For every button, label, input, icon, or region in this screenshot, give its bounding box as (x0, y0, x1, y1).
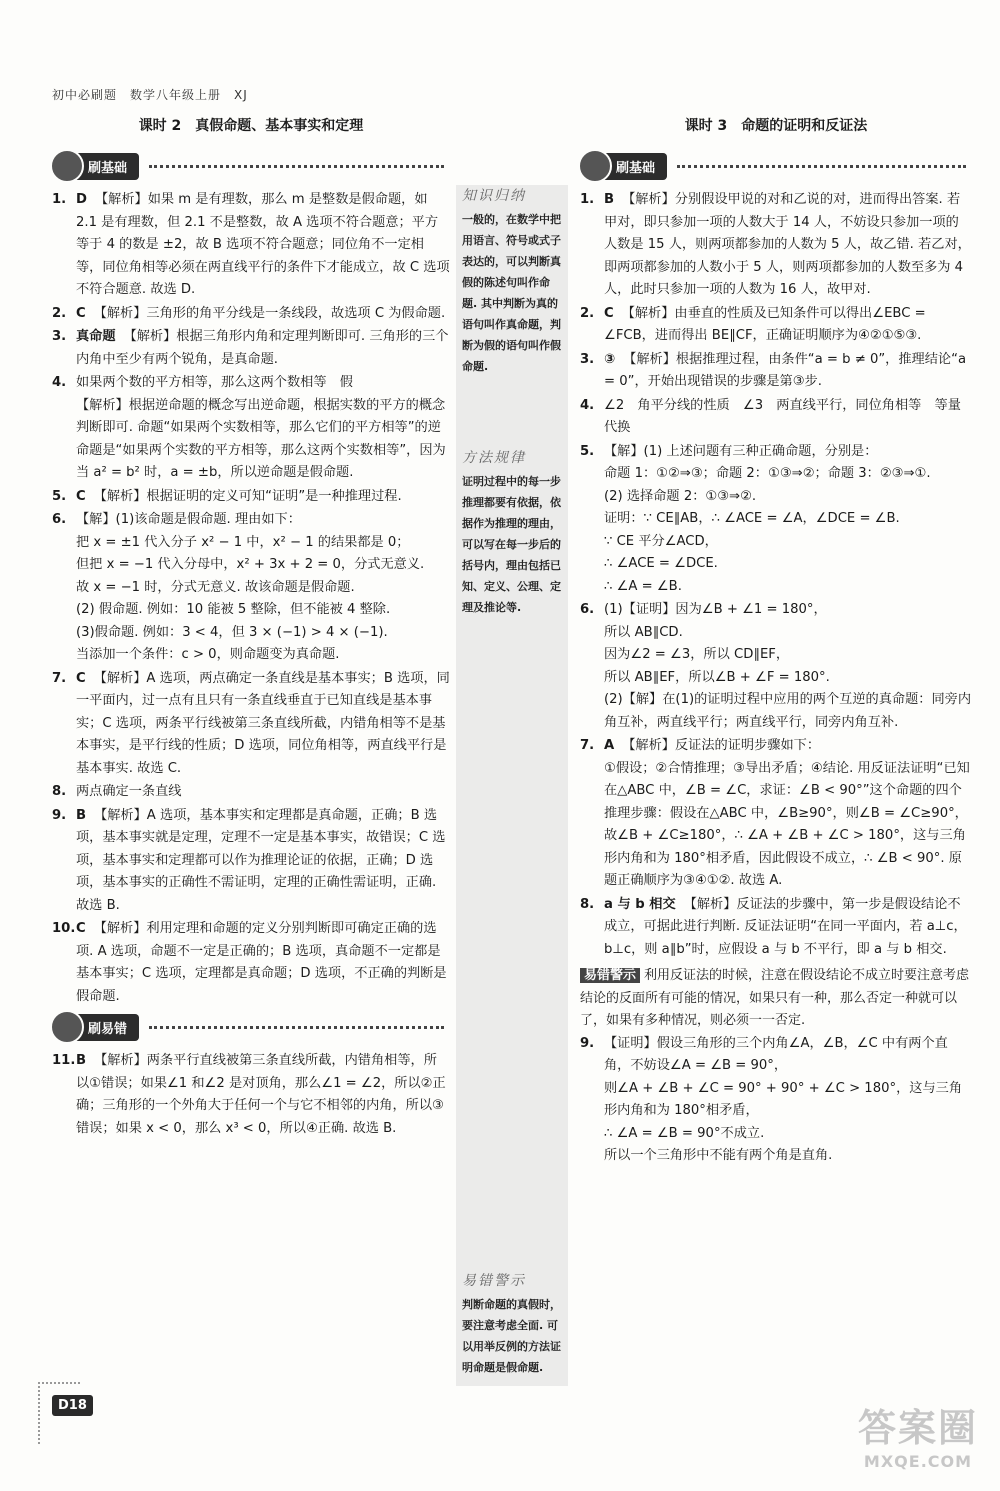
answer-item (580, 894, 972, 962)
item-answer: C (76, 921, 86, 936)
answer-item (52, 303, 450, 326)
dotted-rule (149, 1026, 444, 1029)
answer-item (580, 441, 972, 599)
error-warning-note (580, 965, 972, 1033)
item-line (76, 372, 450, 395)
item-text: 【解析】根据逆命题的概念写出逆命题，根据实数的平方的概念判断即可. 命题“如果两个实数相等，那么它们的平方相等”的逆命题是“如果两个实数的平方相等，那么这两个实数相等”，因为当 a² = b² 时，a = ±b，所以逆命题是假命题. (76, 397, 446, 480)
item-line (76, 644, 450, 667)
lesson-title-left: 课时 2 真假命题、基本事实和定理 (138, 118, 364, 134)
item-text: 则∠A + ∠B + ∠C = 90° + 90° + ∠C > 180°，这与三角形内角和为 180°相矛盾， (604, 1080, 963, 1118)
answer-item (52, 668, 450, 781)
answer-item (52, 781, 450, 804)
item-body (76, 189, 450, 302)
item-line (76, 189, 450, 302)
item-number: 8. (52, 784, 67, 799)
item-body (76, 303, 450, 326)
item-number: 1. (580, 192, 595, 207)
watermark-url: MXQE.COM (863, 1452, 973, 1471)
item-text: ①假设；②合情推理；③导出矛盾；④结论. 用反证法证明“已知在△ABC 中，∠B = ∠C，求证：∠B < 90°”这个命题的四个推理步骤：假设在△ABC 中，∠B≥90°，则∠B = ∠C≥90°，故∠B + ∠C≥180°，∴ ∠A + ∠B + ∠C > 180°，这与三角形内角和为 180°相矛盾，因此假设不成立，∴ ∠B < 90°. 原题正确顺序为③④①②. 故选 A. (604, 760, 970, 888)
item-body (76, 781, 450, 804)
section-badge: 刷基础 (586, 153, 667, 180)
answer-item (580, 599, 972, 734)
item-text: 【解析】根据推理过程，由条件“a = b ≠ 0”，推理结论“a = 0”，开始出现错误的步骤是第③步. (604, 351, 967, 389)
item-line (604, 463, 972, 486)
item-body (604, 189, 972, 302)
item-text: (2) 假命题. 例如：10 能被 5 整除，但不能被 4 整除. (76, 602, 391, 617)
item-answer: ③ (604, 351, 616, 367)
page-header: 初中必刷题 数学八年级上册 XJ (52, 88, 248, 102)
answer-item (52, 326, 450, 371)
item-text: 证明：∵ CE∥AB，∴ ∠ACE = ∠A，∠DCE = ∠B. (604, 511, 900, 526)
item-line (604, 486, 972, 509)
item-answer: 真命题 (76, 329, 116, 344)
item-line (76, 668, 450, 781)
item-line (604, 531, 972, 554)
answer-item (580, 735, 972, 893)
item-text: 故 x = −1 时，分式无意义. 故该命题是假命题. (76, 579, 355, 595)
section-badge: 刷基础 (58, 153, 139, 180)
item-text: 【解析】如果 m 是有理数，那么 m 是整数是假命题，如 2.1 是有理数，但 2.1 不是整数，故 A 选项不符合题意；平方等于 4 的数是 ±2，故 B 选项不符合题意；同位角不一定相等，同位角相等必须在两直线平行的条件下才能成立，故 C 选项不符合题意. 故选 D. (76, 192, 450, 297)
item-answer: a 与 b 相交 (604, 896, 676, 912)
item-answer: A (604, 738, 615, 753)
item-number: 5. (580, 443, 595, 459)
item-answer: C (604, 305, 614, 321)
item-line (604, 508, 972, 531)
item-line (76, 577, 450, 600)
item-text: 【解析】A 选项，两点确定一条直线是基本事实；B 选项，同一平面内，过一点有且只有一条直线垂直于已知直线是基本事实；C 选项，两条平行线被第三条直线所截，内错角相等不是基本事实，是平行线的性质；D 选项，同位角相等，两直线平行是基本事实. 故选 C. (76, 670, 450, 776)
item-line (604, 689, 972, 734)
item-answer: B (76, 1053, 87, 1068)
section-tag-error-left (52, 1010, 450, 1044)
item-line (76, 326, 450, 371)
lesson-title-right: 课时 3 命题的证明和反证法 (684, 118, 868, 134)
item-text: 【解析】由垂直的性质及已知条件可以得出∠EBC = ∠FCB，进而得出 BE∥CF，正确证明顺序为④②①⑤③. (604, 305, 926, 343)
left-column (52, 115, 450, 1141)
item-body (604, 395, 972, 440)
page-number: D18 (52, 1395, 93, 1416)
item-number: 7. (52, 670, 67, 686)
section-tag-basic-left (52, 149, 450, 183)
item-number: 6. (580, 602, 595, 617)
answer-list-right (580, 189, 972, 961)
note-text: 利用反证法的时候，注意在假设结论不成立时要注意考虑结论的反面所有可能的情况，如果只有一种，那么否定一种就可以了，如果有多种情况，则必须一一否定. (580, 968, 970, 1028)
item-line (76, 622, 450, 645)
item-line (76, 805, 450, 918)
answer-list-right-tail (580, 1033, 972, 1168)
item-line (76, 1050, 450, 1140)
item-text: 所以一个三角形中不能有两个角是直角. (604, 1148, 833, 1163)
item-body (604, 349, 972, 394)
answer-list-left-2 (52, 1050, 450, 1140)
answer-item (580, 189, 972, 302)
item-answer: D (76, 192, 87, 207)
item-text: 如果两个数的平方相等，那么这两个数相等 假 (76, 375, 353, 390)
item-body (604, 441, 972, 599)
answer-item (52, 486, 450, 509)
item-number: 2. (52, 305, 67, 321)
item-number: 3. (52, 329, 67, 344)
item-text: 【解析】反证法的证明步骤如下： (622, 738, 821, 753)
item-line (76, 509, 450, 532)
answer-item (52, 1050, 450, 1140)
item-line (604, 622, 972, 645)
side-text: 判断命题的真假时，要注意考虑全面. 可以用举反例的方法证明命题是假命题. (462, 1298, 561, 1374)
side-title: 知识归纳 (462, 188, 526, 204)
item-line (604, 303, 972, 348)
item-line (76, 303, 450, 326)
item-text: 【证明】假设三角形的三个内角∠A，∠B，∠C 中有两个直角，不妨设∠A = ∠B = 90°， (604, 1035, 948, 1073)
item-line (604, 189, 972, 302)
item-answer: C (76, 670, 86, 686)
item-answer: B (76, 807, 87, 823)
item-line (604, 644, 972, 667)
item-line (76, 599, 450, 622)
item-text: (1)【证明】因为∠B + ∠1 = 180°， (604, 602, 827, 617)
item-line (76, 395, 450, 485)
item-answer: C (76, 488, 86, 504)
item-line (76, 918, 450, 1008)
item-text: 【解】(1) 上述问题有三种正确命题，分别是： (604, 443, 878, 459)
side-block-method (456, 447, 568, 618)
item-line (604, 758, 972, 893)
item-text: 因为∠2 = ∠3，所以 CD∥EF， (604, 647, 790, 662)
note-label: 易错警示 (580, 968, 640, 983)
side-text: 证明过程中的每一步推理都要有依据，依据作为推理的理由，可以写在每一步后的括号内，理由包括已知、定义、公理、定理及推论等. (462, 475, 561, 614)
item-line (604, 667, 972, 690)
side-title: 易错警示 (462, 1273, 526, 1289)
answer-item (580, 349, 972, 394)
item-number: 3. (580, 351, 595, 367)
item-text: 【解析】根据证明的定义可知“证明”是一种推理过程. (93, 488, 402, 504)
item-line (604, 1078, 972, 1123)
item-body (76, 1050, 450, 1140)
item-line (604, 1145, 972, 1168)
item-text: 【解】(1)该命题是假命题. 理由如下： (76, 512, 301, 527)
item-line (76, 554, 450, 577)
item-text: 【解析】反证法的步骤中，第一步是假设结论不成立，可据此进行判断. 反证法证明“在同一平面内，若 a⊥c，b⊥c，则 a∥b”时，应假设 a 与 b 不平行，即 a 与 b 相交. (604, 896, 967, 957)
item-text: 把 x = ±1 代入分子 x² − 1 中，x² − 1 的结果都是 0； (76, 534, 410, 550)
item-number: 8. (580, 896, 595, 912)
item-line (76, 486, 450, 509)
item-body (604, 894, 972, 962)
item-body (76, 326, 450, 371)
item-text: 【解析】A 选项，基本事实和定理都是真命题，正确；B 选项，基本事实就是定理，定理不一定是基本事实，故错误；C 选项，基本事实和定理都可以作为推理论证的依据，正确；D 选项，基本事实的正确性不需证明，定理的正确性需证明，正确. 故选 B. (76, 807, 446, 913)
item-line (604, 553, 972, 576)
item-text: 【解析】三角形的角平分线是一条线段，故选项 C 为假命题. (93, 305, 446, 321)
item-number: 9. (580, 1035, 595, 1051)
item-line (604, 1123, 972, 1146)
item-text: ∴ ∠A = ∠B = 90°不成立. (604, 1125, 765, 1141)
item-body (76, 668, 450, 781)
item-line (604, 441, 972, 464)
item-number: 9. (52, 807, 67, 823)
item-line (76, 781, 450, 804)
item-line (604, 894, 972, 962)
item-body (76, 509, 450, 667)
right-column (580, 115, 972, 1169)
item-text: 【解析】两条平行直线被第三条直线所截，内错角相等，所以①错误；如果∠1 和∠2 是对顶角，那么∠1 = ∠2，所以②正确；三角形的一个外角大于任何一个与它不相邻的内角，所以③错误；如果 x < 0，那么 x³ < 0，所以④正确. 故选 B. (76, 1053, 446, 1136)
item-number: 5. (52, 488, 67, 504)
section-tag-basic-right (580, 149, 972, 183)
item-body (76, 805, 450, 918)
item-line (604, 1033, 972, 1078)
item-number: 6. (52, 512, 67, 527)
item-line (604, 576, 972, 599)
item-number: 4. (52, 375, 67, 390)
item-text: (2) 选择命题 2：①③⇒②. (604, 488, 757, 504)
item-line (604, 349, 972, 394)
item-text: 两点确定一条直线 (76, 784, 182, 799)
item-line (604, 735, 972, 758)
item-answer: B (604, 192, 615, 207)
item-text: ∴ ∠A = ∠B. (604, 578, 682, 594)
side-block-error (456, 1270, 568, 1378)
dotted-rule (149, 165, 444, 168)
item-answer: C (76, 305, 86, 321)
answer-item (52, 509, 450, 667)
item-number: 7. (580, 738, 595, 753)
item-number: 11. (52, 1053, 76, 1068)
watermark-title: 答案圈 (857, 1406, 978, 1450)
answer-item (580, 1033, 972, 1168)
item-body (76, 486, 450, 509)
item-line (604, 395, 972, 440)
item-text: 但把 x = −1 代入分母中，x² + 3x + 2 = 0，分式无意义. (76, 557, 425, 572)
item-body (76, 372, 450, 485)
item-body (604, 303, 972, 348)
answer-item (52, 918, 450, 1008)
item-text: 命题 1：①②⇒③；命题 2：①③⇒②；命题 3：②③⇒①. (604, 466, 931, 481)
side-title: 方法规律 (462, 450, 526, 466)
item-body (604, 599, 972, 734)
item-text: 【解析】根据三角形内角和定理判断即可. 三角形的三个内角中至少有两个锐角，是真命题. (76, 329, 449, 367)
item-body (76, 918, 450, 1008)
item-text: ∠2 角平分线的性质 ∠3 两直线平行，同位角相等 等量代换 (604, 397, 961, 435)
item-text: 【解析】分别假设甲说的对和乙说的对，进而得出答案. 若甲对，即只参加一项的人数大于 14 人，不妨设只参加一项的人数是 15 人，则两项都参加的人数为 5 人，故乙错. 若乙对，即两项都参加的人数小于 5 人，则两项都参加的人数至多为 4 人，此时只参加一项的人数为 16 人，故甲对. (604, 192, 971, 297)
item-text: 【解析】利用定理和命题的定义分别判断即可确定正确的选项. A 选项，命题不一定是正确的；B 选项，真命题不一定都是基本事实；C 选项，定理都是真命题；D 选项，不正确的判断是假命题. (76, 921, 447, 1004)
item-number: 10. (52, 921, 76, 936)
item-text: 所以 AB∥EF，所以∠B + ∠F = 180°. (604, 669, 830, 685)
answer-item (580, 395, 972, 440)
sidebar-notes (456, 185, 568, 1386)
side-block-knowledge (456, 185, 568, 377)
item-line (604, 599, 972, 622)
item-line (76, 532, 450, 555)
item-number: 1. (52, 192, 67, 207)
item-text: 所以 AB∥CD. (604, 624, 683, 640)
watermark-logo (858, 1397, 978, 1471)
answer-item (52, 372, 450, 485)
item-number: 2. (580, 305, 595, 321)
item-text: ∵ CE 平分∠ACD， (604, 533, 718, 549)
item-text: (3)假命题. 例如：3 < 4，但 3 × (−1) > 4 × (−1). (76, 624, 388, 640)
item-text: (2)【解】在(1)的证明过程中应用的两个互逆的真命题：同旁内角互补，两直线平行；两直线平行，同旁内角互补. (604, 692, 972, 730)
item-text: ∴ ∠ACE = ∠DCE. (604, 556, 718, 571)
item-body (604, 1033, 972, 1168)
section-badge: 刷易错 (58, 1014, 139, 1041)
item-body (604, 735, 972, 893)
dotted-rule (677, 165, 966, 168)
item-text: 当添加一个条件：c > 0，则命题变为真命题. (76, 647, 340, 662)
answer-item (52, 805, 450, 918)
answer-item (580, 303, 972, 348)
side-text: 一般的，在数学中把用语言、符号或式子表达的，可以判断真假的陈述句叫作命题. 其中判断为真的语句叫作真命题，判断为假的语句叫作假命题. (462, 213, 561, 373)
answer-item (52, 189, 450, 302)
item-number: 4. (580, 397, 595, 413)
answer-list-left (52, 189, 450, 1008)
